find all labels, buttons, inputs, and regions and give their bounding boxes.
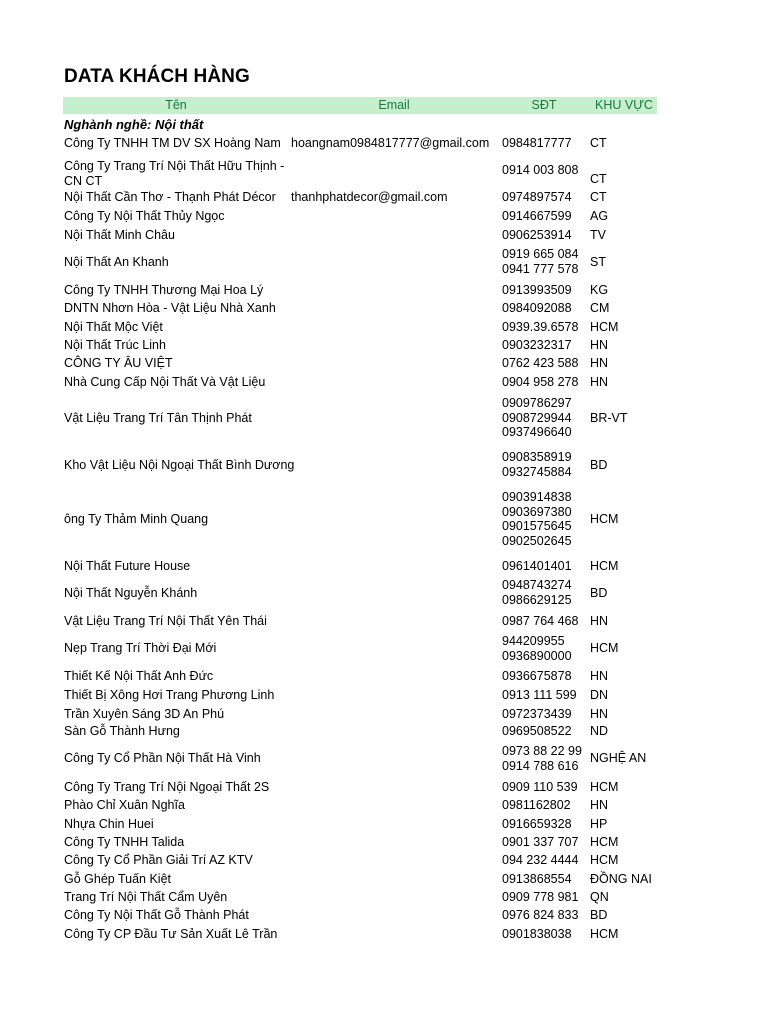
customer-phone: 0909 110 539 [502, 780, 578, 794]
customer-region: HCM [590, 320, 619, 334]
customer-phone: 0984817777 [502, 136, 572, 150]
customer-region: ĐỒNG NAI [590, 872, 652, 886]
customer-phone: 094 232 4444 [502, 853, 579, 867]
customer-name: Thiết Bị Xông Hơi Trang Phương Linh [64, 688, 275, 702]
customer-phone: 0903914838 0903697380 0901575645 0902502645 [502, 490, 572, 548]
customer-region: ND [590, 724, 609, 738]
customer-name: Công Ty Cổ Phần Nội Thất Hà Vinh [64, 751, 261, 765]
customer-name: Nội Thất Cần Thơ - Thạnh Phát Décor [64, 190, 276, 204]
customer-region: HCM [590, 853, 619, 867]
customer-phone: 0908358919 0932745884 [502, 450, 572, 479]
customer-phone: 0936675878 [502, 669, 572, 683]
customer-name: Nội Thất Trúc Linh [64, 338, 166, 352]
customer-region: HN [590, 798, 609, 812]
customer-name: Trần Xuyên Sáng 3D An Phú [64, 707, 225, 721]
customer-region: TV [590, 228, 606, 242]
customer-email: hoangnam0984817777@gmail.com [291, 136, 490, 150]
customer-name: Phào Chỉ Xuân Nghĩa [64, 798, 185, 812]
customer-region: HCM [590, 641, 619, 655]
customer-name: Công Ty TNHH TM DV SX Hoàng Nam [64, 136, 281, 150]
customer-name: Nội Thất Nguyễn Khánh [64, 586, 198, 600]
customer-phone: 0972373439 [502, 707, 572, 721]
customer-phone: 0903232317 [502, 338, 572, 352]
customer-phone: 0904 958 278 [502, 375, 579, 389]
customer-name: Trang Trí Nội Thất Cẩm Uyên [64, 890, 228, 904]
customer-name: Sàn Gỗ Thành Hưng [64, 724, 180, 738]
customer-region: BD [590, 586, 608, 600]
customer-phone: 0913 111 599 [502, 688, 577, 702]
customer-name: Nội Thất An Khanh [64, 255, 169, 269]
customer-region: CT [590, 136, 607, 150]
customer-name: Vật Liệu Trang Trí Nội Thất Yên Thái [64, 614, 267, 628]
customer-name: Công Ty Trang Trí Nội Thất Hữu Thịnh - CN CT [64, 159, 285, 188]
customer-phone: 0987 764 468 [502, 614, 579, 628]
category-label: Nghành nghề: Nội thất [64, 117, 204, 132]
customer-region: HN [590, 707, 609, 721]
customer-phone: 0961401401 [502, 559, 572, 573]
header-email: Email [378, 98, 410, 112]
customer-name: Vật Liệu Trang Trí Tân Thịnh Phát [64, 411, 252, 425]
customer-phone: 0762 423 588 [502, 356, 579, 370]
customer-phone: 0981162802 [502, 798, 571, 812]
customer-region: KG [590, 283, 609, 297]
customer-name: Công Ty Nội Thất Thủy Ngọc [64, 209, 225, 223]
customer-region: CT [590, 190, 607, 204]
customer-name: Nẹp Trang Trí Thời Đại Mới [64, 641, 217, 655]
customer-phone: 0901 337 707 [502, 835, 579, 849]
customer-name: Công Ty Nội Thất Gỗ Thành Phát [64, 908, 249, 922]
customer-name: Nội Thất Future House [64, 559, 191, 573]
customer-name: Nhựa Chin Huei [64, 817, 154, 831]
customer-phone: 0914667599 [502, 209, 572, 223]
customer-region: QN [590, 890, 609, 904]
customer-region: BD [590, 458, 608, 472]
customer-name: Nội Thất Minh Châu [64, 228, 175, 242]
customer-phone: 0948743274 0986629125 [502, 578, 572, 607]
customer-region: BD [590, 908, 608, 922]
page-title: DATA KHÁCH HÀNG [64, 66, 250, 87]
customer-phone: 0984092088 [502, 301, 572, 315]
customer-region: HCM [590, 512, 619, 526]
customer-name: Nhà Cung Cấp Nội Thất Và Vật Liệu [64, 375, 266, 389]
customer-phone: 0909786297 0908729944 0937496640 [502, 396, 572, 439]
customer-phone: 0913868554 [502, 872, 572, 886]
customer-phone: 0919 665 084 0941 777 578 [502, 247, 579, 276]
header-phone: SĐT [531, 98, 557, 112]
customer-region: HCM [590, 835, 619, 849]
customer-phone: 944209955 0936890000 [502, 634, 572, 663]
header-region: KHU VỰC [595, 98, 653, 112]
customer-region: HCM [590, 927, 619, 941]
customer-phone: 0914 003 808 [502, 163, 579, 177]
customer-region: NGHỆ AN [590, 751, 647, 765]
customer-region: HN [590, 338, 609, 352]
customer-region: CT [590, 172, 607, 186]
customer-region: HN [590, 356, 609, 370]
customer-phone: 0909 778 981 [502, 890, 579, 904]
customer-phone: 0976 824 833 [502, 908, 579, 922]
customer-name: Công Ty Cổ Phần Giải Trí AZ KTV [64, 853, 253, 867]
customer-phone: 0913993509 [502, 283, 572, 297]
customer-name: Công Ty TNHH Thương Mại Hoa Lý [64, 283, 264, 297]
customer-name: DNTN Nhơn Hòa - Vật Liệu Nhà Xanh [64, 301, 276, 315]
customer-region: HN [590, 669, 609, 683]
customer-name: ông Ty Thảm Minh Quang [64, 512, 209, 526]
customer-phone: 0969508522 [502, 724, 572, 738]
header-name: Tên [165, 98, 187, 112]
customer-name: Công Ty TNHH Talida [64, 835, 185, 849]
customer-phone: 0939.39.6578 [502, 320, 579, 334]
customer-region: DN [590, 688, 609, 702]
customer-name: Công Ty Trang Trí Nội Ngoại Thất 2S [64, 780, 270, 794]
customer-region: HCM [590, 559, 619, 573]
customer-region: HN [590, 375, 609, 389]
customer-phone: 0973 88 22 99 0914 788 616 [502, 744, 582, 773]
customer-region: ST [590, 255, 606, 269]
customer-phone: 0906253914 [502, 228, 572, 242]
customer-region: HP [590, 817, 608, 831]
customer-name: Nội Thất Mộc Việt [64, 320, 163, 334]
customer-name: Gỗ Ghép Tuấn Kiệt [64, 872, 172, 886]
customer-email: thanhphatdecor@gmail.com [291, 190, 448, 204]
customer-phone: 0901838038 [502, 927, 572, 941]
customer-phone: 0916659328 [502, 817, 572, 831]
customer-name: Kho Vật Liệu Nội Ngoại Thất Bình Dương [64, 458, 295, 472]
customer-region: CM [590, 301, 610, 315]
customer-name: CÔNG TY ÂU VIỆT [64, 356, 173, 370]
customer-region: HCM [590, 780, 619, 794]
customer-region: AG [590, 209, 609, 223]
customer-name: Công Ty CP Đầu Tư Sản Xuất Lê Trần [64, 927, 278, 941]
customer-phone: 0974897574 [502, 190, 572, 204]
customer-region: HN [590, 614, 609, 628]
customer-name: Thiết Kế Nội Thất Anh Đức [64, 669, 214, 683]
customer-region: BR-VT [590, 411, 628, 425]
